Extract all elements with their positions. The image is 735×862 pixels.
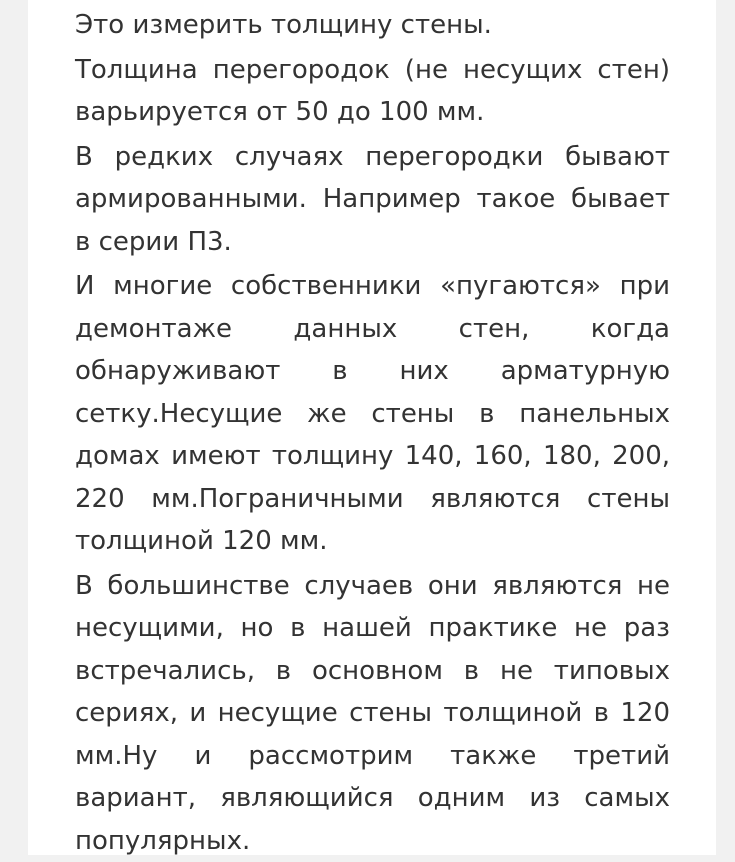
paragraph-reinforced-partitions: В редких случаях перегородки бывают армированными. Например такое бывает в серии П3.	[75, 136, 670, 264]
paragraph-load-bearing-walls: И многие собственники «пугаются» при демонтаже данных стен, когда обнаруживают в них арматурную сетку.Несущие же стены в панельных домах имеют толщину 140, 160, 180, 200, 220 мм.Пограничными являются стены толщиной 120 мм.	[75, 265, 670, 563]
paragraph-wall-thickness-intro: Это измерить толщину стены.	[75, 4, 670, 47]
paragraph-partition-thickness: Толщина перегородок (не несущих стен) варьируется от 50 до 100 мм.	[75, 49, 670, 134]
article-body	[75, 4, 670, 862]
paragraph-practice-notes: В большинстве случаев они являются не несущими, но в нашей практике не раз встречались, в основном в не типовых сериях, и несущие стены толщиной в 120 мм.Ну и рассмотрим также третий вариант, являющийся одним из самых популярных.	[75, 565, 670, 862]
